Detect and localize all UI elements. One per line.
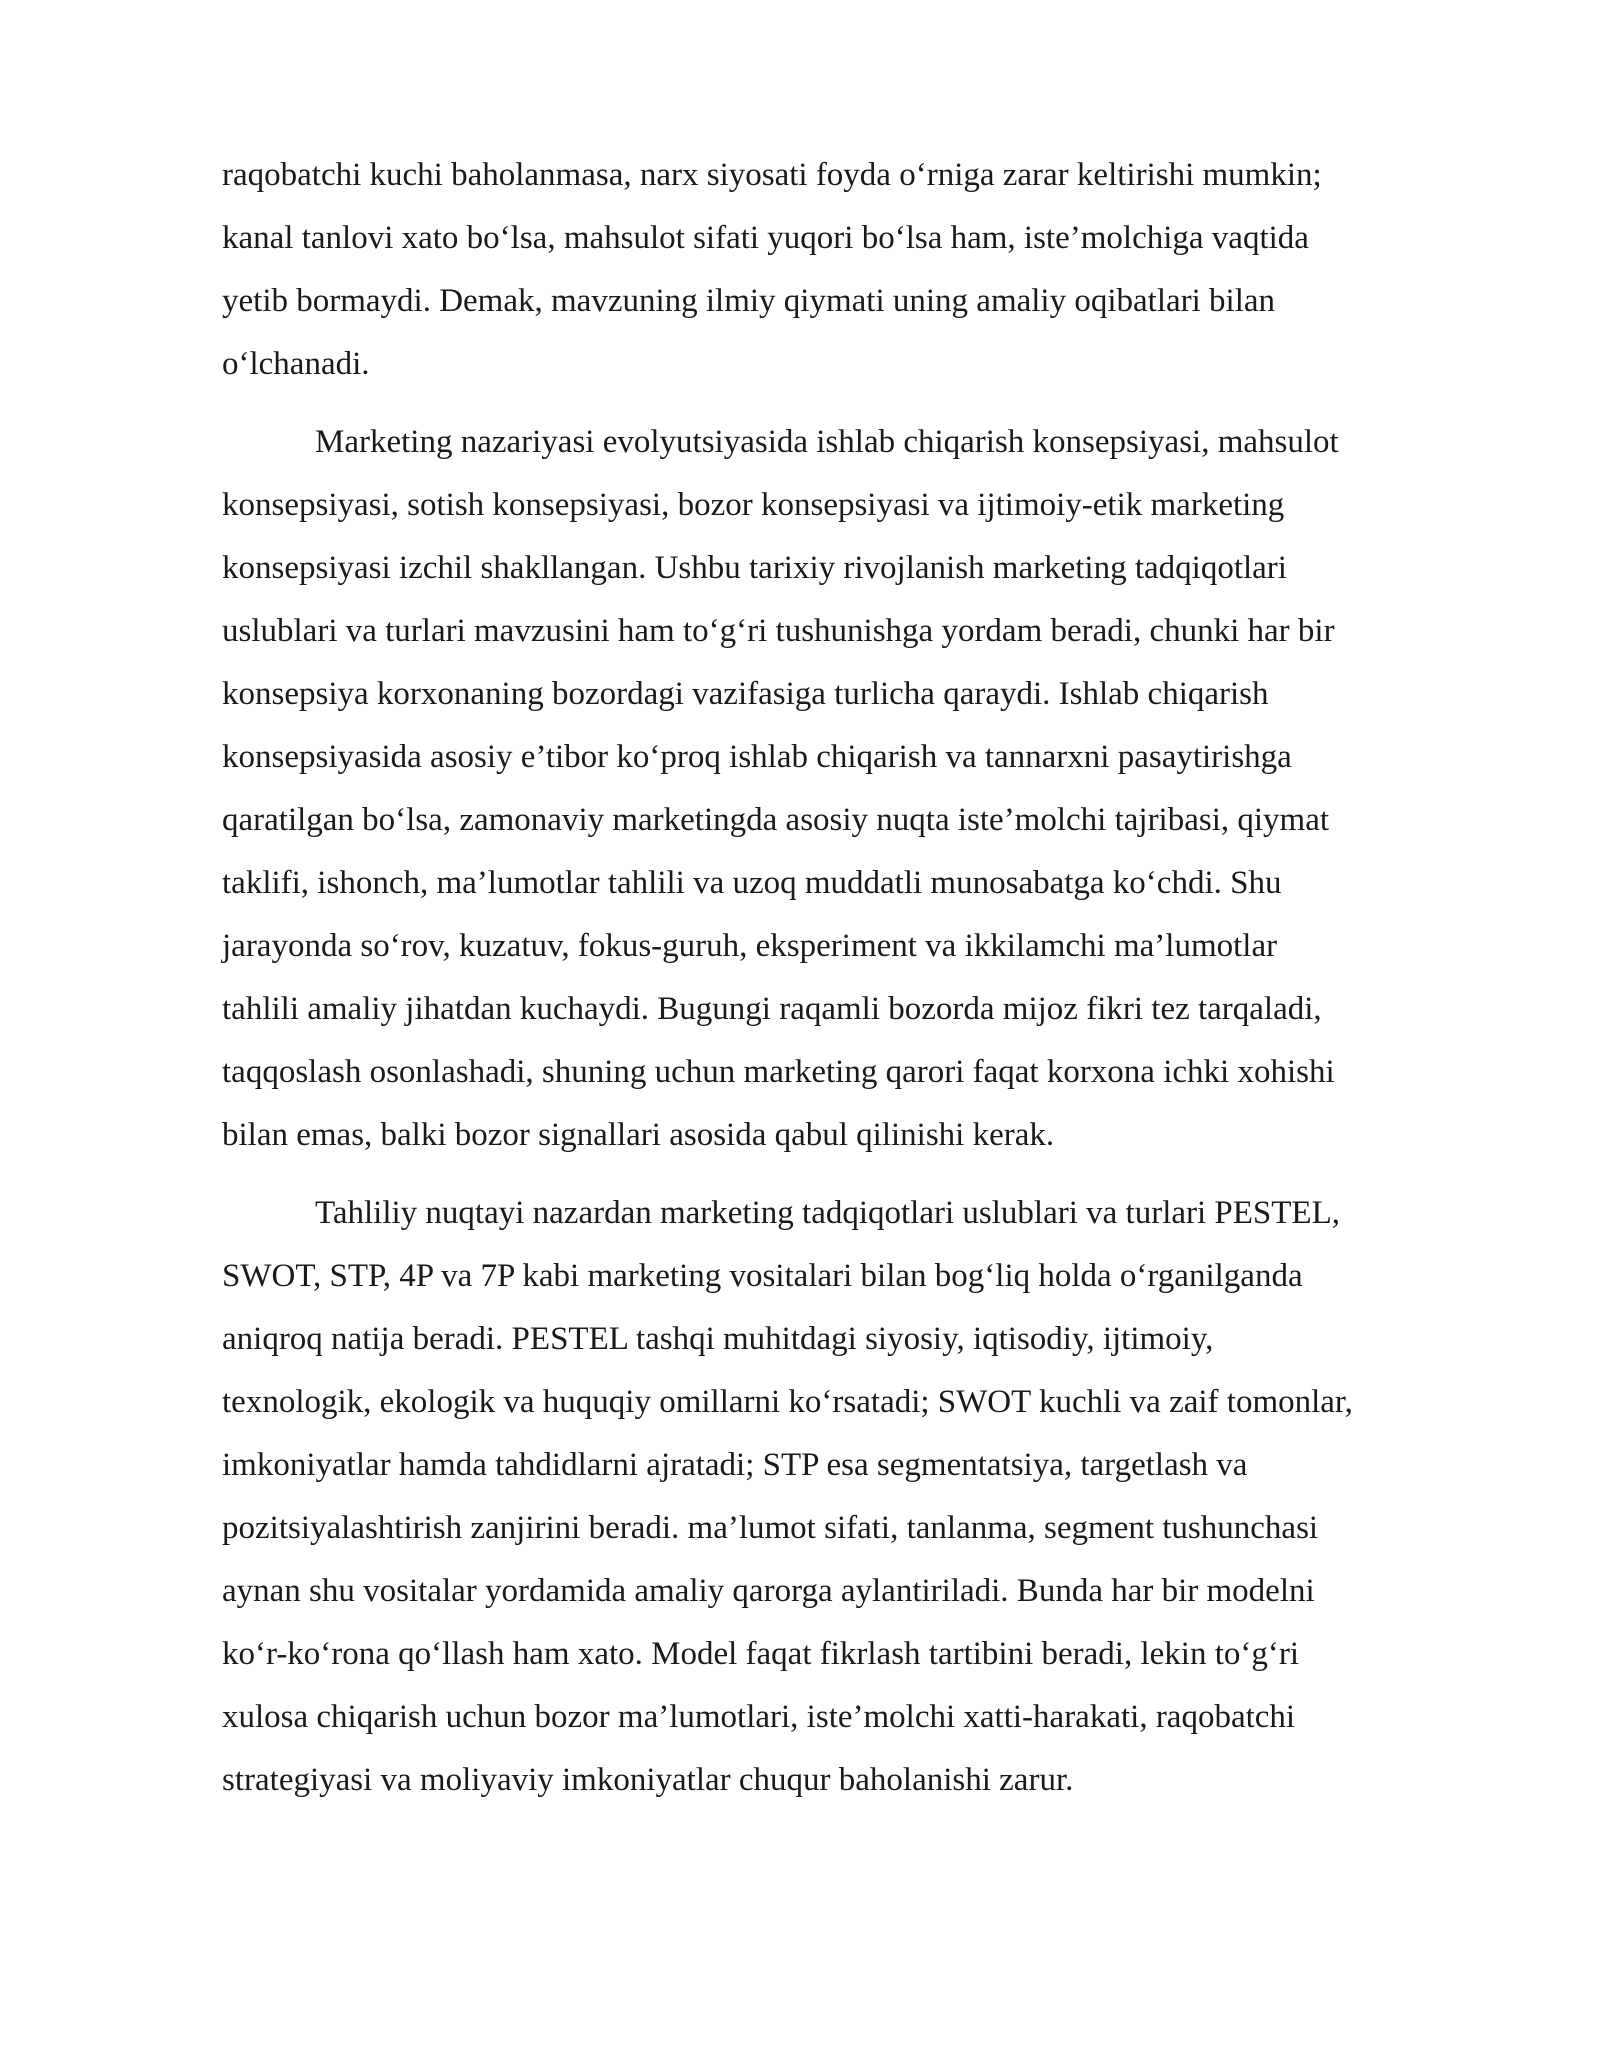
paragraph-line: taqqoslash osonlashadi, shuning uchun marketing qarori faqat korxona ichki xohishi (222, 1054, 1335, 1090)
paragraph-line: konsepsiya korxonaning bozordagi vazifasiga turlicha qaraydi. Ishlab chiqarish (222, 676, 1269, 712)
paragraph-line: konsepsiyasi izchil shakllangan. Ushbu tarixiy rivojlanish marketing tadqiqotlari (222, 550, 1287, 586)
paragraph-line: pozitsiyalashtirish zanjirini beradi. ma’lumot sifati, tanlanma, segment tushunchasi (222, 1510, 1319, 1546)
paragraph-1 (222, 144, 1474, 396)
paragraph-line: tahlili amaliy jihatdan kuchaydi. Bugungi raqamli bozorda mijoz fikri tez tarqaladi, (222, 991, 1322, 1027)
paragraph-line: texnologik, ekologik va huquqiy omillarni ko‘rsatadi; SWOT kuchli va zaif tomonlar, (222, 1384, 1353, 1420)
document-body (222, 144, 1474, 1812)
paragraph-line: yetib bormaydi. Demak, mavzuning ilmiy qiymati uning amaliy oqibatlari bilan (222, 283, 1276, 319)
paragraph-line: SWOT, STP, 4P va 7P kabi marketing vositalari bilan bog‘liq holda o‘rganilganda (222, 1258, 1303, 1294)
paragraph-line: aniqroq natija beradi. PESTEL tashqi muhitdagi siyosiy, iqtisodiy, ijtimoiy, (222, 1321, 1214, 1357)
paragraph-line: imkoniyatlar hamda tahdidlarni ajratadi; STP esa segmentatsiya, targetlash va (222, 1447, 1248, 1483)
paragraph-line: o‘lchanadi. (222, 346, 370, 382)
paragraph-line: qaratilgan bo‘lsa, zamonaviy marketingda asosiy nuqta iste’molchi tajribasi, qiymat (222, 802, 1330, 838)
paragraph-line: bilan emas, balki bozor signallari asosida qabul qilinishi kerak. (222, 1117, 1055, 1153)
paragraph-line: konsepsiyasida asosiy e’tibor ko‘proq ishlab chiqarish va tannarxni pasaytirishga (222, 739, 1292, 775)
paragraph-line: Tahliliy nuqtayi nazardan marketing tadqiqotlari uslublari va turlari PESTEL, (315, 1195, 1340, 1231)
paragraph-line: taklifi, ishonch, ma’lumotlar tahlili va uzoq muddatli munosabatga ko‘chdi. Shu (222, 865, 1282, 901)
paragraph-line: raqobatchi kuchi baholanmasa, narx siyosati foyda o‘rniga zarar keltirishi mumkin; (222, 157, 1322, 193)
paragraph-line: aynan shu vositalar yordamida amaliy qarorga aylantiriladi. Bunda har bir modelni (222, 1573, 1315, 1609)
paragraph-line: ko‘r-ko‘rona qo‘llash ham xato. Model faqat fikrlash tartibini beradi, lekin to‘g‘ri (222, 1636, 1300, 1672)
paragraph-2 (222, 411, 1474, 1167)
paragraph-line: uslublari va turlari mavzusini ham to‘g‘ri tushunishga yordam beradi, chunki har bir (222, 613, 1335, 649)
paragraph-line: Marketing nazariyasi evolyutsiyasida ishlab chiqarish konsepsiyasi, mahsulot (315, 424, 1339, 460)
paragraph-line: jarayonda so‘rov, kuzatuv, fokus-guruh, eksperiment va ikkilamchi ma’lumotlar (222, 928, 1278, 964)
paragraph-line: xulosa chiqarish uchun bozor ma’lumotlari, iste’molchi xatti-harakati, raqobatchi (222, 1699, 1296, 1735)
paragraph-line: strategiyasi va moliyaviy imkoniyatlar chuqur baholanishi zarur. (222, 1762, 1074, 1798)
paragraph-3 (222, 1182, 1474, 1812)
paragraph-line: konsepsiyasi, sotish konsepsiyasi, bozor konsepsiyasi va ijtimoiy-etik marketing (222, 487, 1285, 523)
paragraph-line: kanal tanlovi xato bo‘lsa, mahsulot sifati yuqori bo‘lsa ham, iste’molchiga vaqtida (222, 220, 1309, 256)
